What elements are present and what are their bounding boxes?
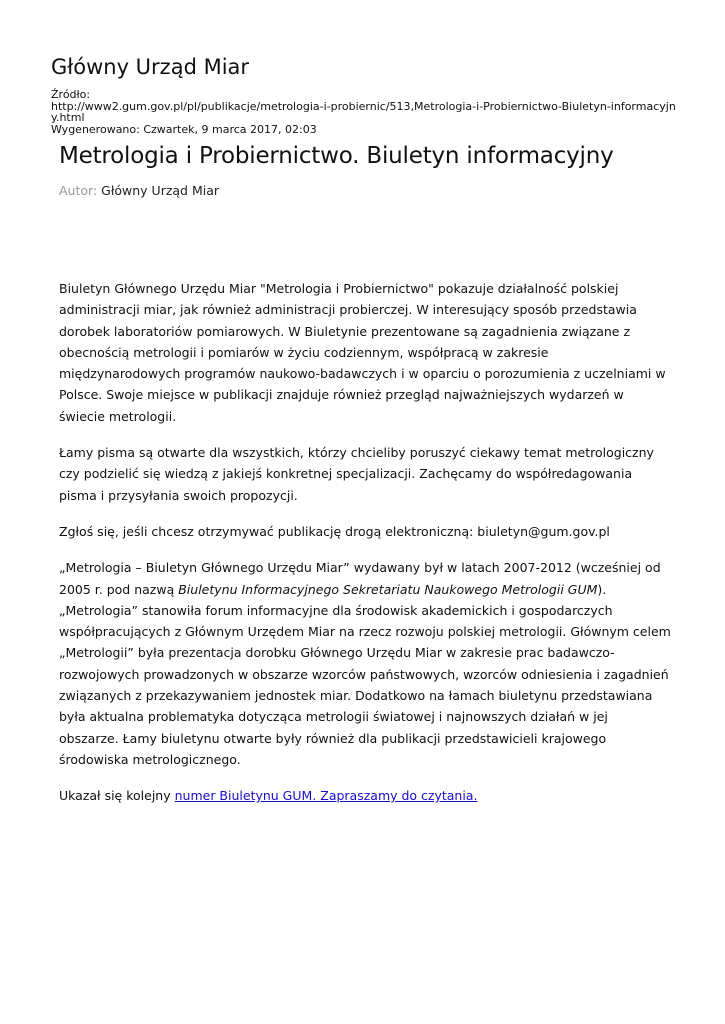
article-header [59,141,674,198]
article-title: Metrologia i Probiernictwo. Biuletyn informacyjny [59,143,614,169]
author-label: Autor: [59,183,98,198]
history-text-a: „Metrologia – Biuletyn Głównego Urzędu Miar” wydawany był w latach 2007-2012 (wcześniej od 2005 r. pod nazwą [59,560,661,597]
article-body [59,278,671,822]
site-title: Główny Urząd Miar [51,55,250,79]
source-url: http://www2.gum.gov.pl/pl/publikacje/metrologia-i-probiernic/513,Metrologia-i-Probiernictwo-Biuletyn-informacyjny.html [51,99,676,124]
source-label: Źródło: [51,88,91,101]
bulletin-link[interactable]: numer Biuletynu GUM. Zapraszamy do czytania. [174,788,478,804]
history-text-b: ). „Metrologia” stanowiła forum informacyjne dla środowisk akademickich i gospodarczych współpracujących z Głównym Urzędem Miar na rzecz rozwoju polskiej metrologii. Głównym celem „Metrologii” była prezentacja dorobku Głównego Urzędu Miar w zakresie prac badawczo-rozwojowych prowadzonych w obszarze wzorców państwowych, wzorców odniesienia i zagadnień związanych z przekazywaniem jednostek miar. Dodatkowo na łamach biuletynu przedstawiana była aktualna problematyka dotycząca metrologii światowej i najnowszych działań w jej obszarze. Łamy biuletynu otwarte były również dla publikacji przedstawicieli krajowego środowiska metrologicznego. [59,581,671,767]
source-meta [51,89,681,135]
author-line [59,183,674,198]
author-value: Główny Urząd Miar [101,183,220,198]
paragraph-open-pages: Łamy pisma są otwarte dla wszystkich, którzy chcieliby poruszyć ciekawy temat metrologiczny czy podzielić się wiedzą z jakiejś konkretnej specjalizacji. Zachęcamy do współredagowania pisma i przysyłania swoich propozycji. [59,445,654,503]
generated-date: Wygenerowano: Czwartek, 9 marca 2017, 02:03 [51,122,317,136]
latest-text: Ukazał się kolejny [59,788,175,804]
document-header [51,54,681,135]
paragraph-subscribe: Zgłoś się, jeśli chcesz otrzymywać publikację drogą elektroniczną: biuletyn@gum.gov.pl [59,523,610,539]
paragraph-intro: Biuletyn Głównego Urzędu Miar "Metrologia i Probiernictwo" pokazuje działalność polskiej administracji miar, jak również administracji probierczej. W interesujący sposób przedstawia dorobek laboratoriów pomiarowych. W Biuletynie prezentowane są zagadnienia związane z obecnością metrologii i pomiarów w życiu codziennym, współpracą w zakresie międzynarodowych programów naukowo-badawczych i w oparciu o porozumienia z uczelniami w Polsce. Swoje miejsce w publikacji znajduje również przegląd najważniejszych wydarzeń w świecie metrologii. [59,281,666,424]
paragraph-latest [59,785,671,806]
paragraph-history [59,557,671,770]
history-title-italic: Biuletynu Informacyjnego Sekretariatu Naukowego Metrologii GUM [178,581,598,597]
